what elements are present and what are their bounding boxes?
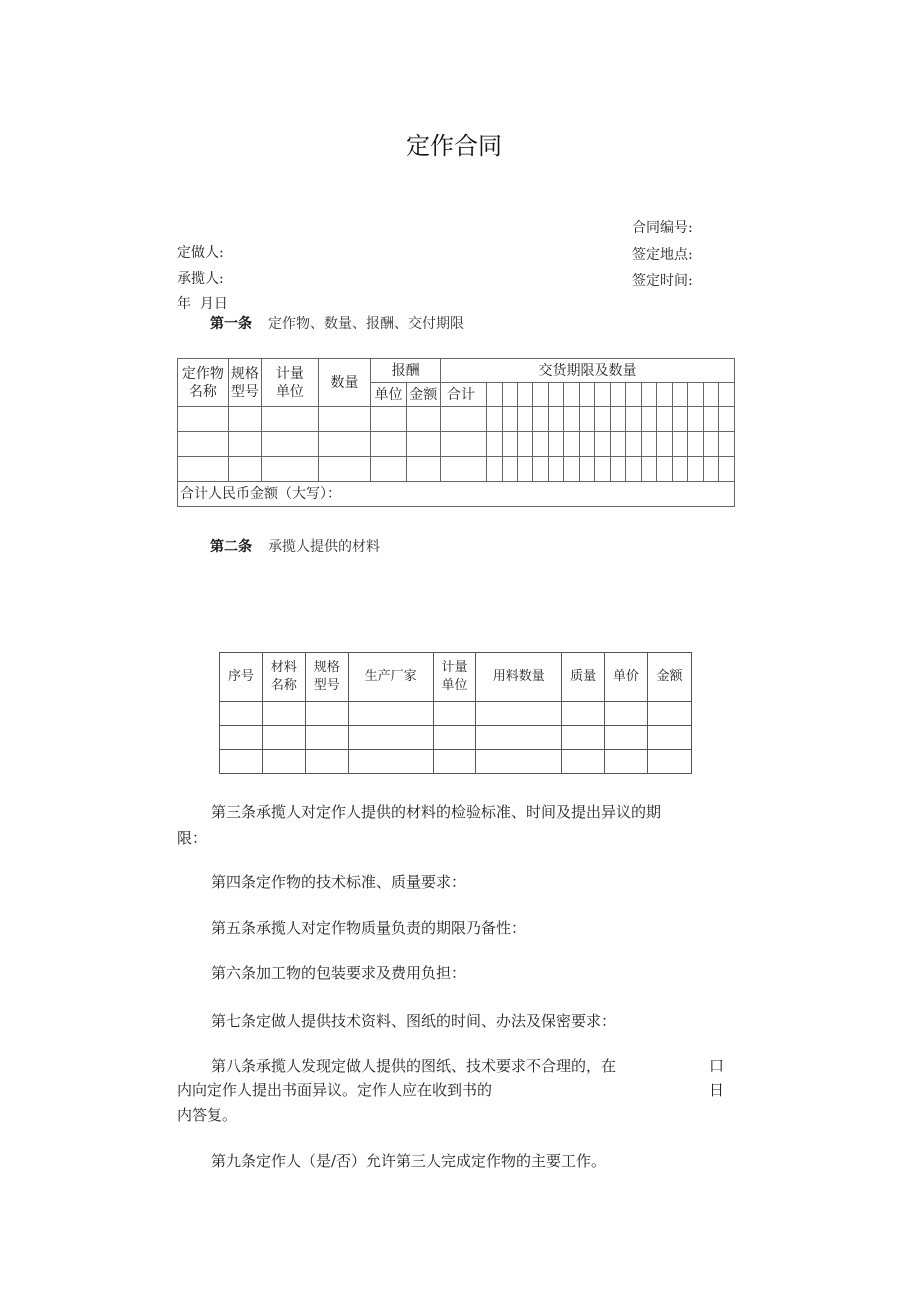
article-2-heading bbox=[210, 536, 380, 556]
delivery-slot bbox=[672, 383, 687, 407]
header-pay-amount: 金额 bbox=[406, 383, 440, 407]
delivery-slot bbox=[719, 383, 735, 407]
header-pay: 报酬 bbox=[371, 359, 441, 383]
header-qty: 数量 bbox=[318, 359, 371, 407]
header-delivery-total: 合计 bbox=[440, 383, 486, 407]
table-row bbox=[178, 432, 735, 457]
article-1-heading bbox=[210, 313, 464, 333]
delivery-slot bbox=[579, 383, 594, 407]
article-5: 第五条承揽人对定作物质量负责的期限乃备性： bbox=[211, 919, 527, 937]
table-row bbox=[178, 407, 735, 432]
header-pay-unit: 单位 bbox=[371, 383, 406, 407]
article-8-line-2: 内向定作人提出书面异议。定作人应在收到书的 bbox=[177, 1081, 493, 1099]
header-seq: 序号 bbox=[220, 653, 263, 702]
header-spec: 规格 型号 bbox=[305, 653, 348, 702]
page-title: 定作合同 bbox=[406, 132, 502, 160]
header-quality: 质量 bbox=[562, 653, 605, 702]
article-3-line-1: 第三条承揽人对定作人提供的材料的检验标准、时间及提出异议的期 bbox=[211, 803, 662, 821]
article-1-number: 第一条 bbox=[210, 316, 252, 332]
orderer-label: 定做人: bbox=[177, 245, 224, 261]
table-row bbox=[178, 457, 735, 482]
delivery-slot bbox=[518, 383, 533, 407]
article-1-title: 定作物、数量、报酬、交付期限 bbox=[268, 316, 464, 332]
article-3-line-2: 限： bbox=[177, 829, 208, 847]
article-2-table bbox=[219, 652, 692, 774]
article-6: 第六条加工物的包装要求及费用负担： bbox=[211, 964, 467, 982]
table-row bbox=[220, 702, 692, 726]
article-2-number: 第二条 bbox=[210, 539, 252, 555]
header-price: 单价 bbox=[605, 653, 648, 702]
delivery-slot bbox=[610, 383, 625, 407]
delivery-slot bbox=[502, 383, 517, 407]
article-9: 第九条定作人（是/否）允许第三人完成定作物的主要工作。 bbox=[211, 1152, 607, 1170]
delivery-slot bbox=[595, 383, 610, 407]
delivery-slot bbox=[641, 383, 656, 407]
header-delivery: 交货期限及数量 bbox=[440, 359, 734, 383]
header-material-name: 材料 名称 bbox=[262, 653, 305, 702]
delivery-slot bbox=[564, 383, 579, 407]
article-1-table bbox=[177, 358, 735, 507]
header-amount: 金额 bbox=[648, 653, 692, 702]
date-label: 年 月日 bbox=[177, 296, 228, 312]
total-amount-label: 合计人民币金额（大写）： bbox=[178, 482, 735, 507]
delivery-slot bbox=[548, 383, 563, 407]
header-unit: 计量 单位 bbox=[433, 653, 476, 702]
header-maker: 生产厂家 bbox=[348, 653, 433, 702]
contract-no-label: 合同编号: bbox=[632, 220, 693, 236]
delivery-slot bbox=[533, 383, 548, 407]
article-2-title: 承揽人提供的材料 bbox=[268, 539, 380, 555]
article-8-mark-2: 日 bbox=[709, 1081, 725, 1099]
contractor-label: 承揽人: bbox=[177, 271, 224, 287]
delivery-slot bbox=[657, 383, 672, 407]
delivery-slot bbox=[688, 383, 703, 407]
article-8-line-3: 内答复。 bbox=[177, 1106, 238, 1124]
header-spec: 规格 型号 bbox=[228, 359, 261, 407]
article-4: 第四条定作物的技术标准、质量要求： bbox=[211, 873, 467, 891]
article-8-mark-1: 口 bbox=[709, 1057, 725, 1075]
article-7: 第七条定做人提供技术资料、图纸的时间、办法及保密要求： bbox=[211, 1012, 617, 1030]
delivery-slot bbox=[626, 383, 641, 407]
header-name: 定作物 名称 bbox=[178, 359, 229, 407]
header-usage: 用料数量 bbox=[476, 653, 562, 702]
sign-place-label: 签定地点: bbox=[632, 247, 693, 263]
table-row bbox=[220, 750, 692, 774]
article-8-line-1: 第八条承揽人发现定做人提供的图纸、技术要求不合理的，在 bbox=[211, 1057, 617, 1075]
table-row bbox=[220, 726, 692, 750]
sign-time-label: 签定时间: bbox=[632, 273, 693, 289]
header-unit: 计量 单位 bbox=[262, 359, 319, 407]
delivery-slot bbox=[487, 383, 502, 407]
delivery-slot bbox=[703, 383, 718, 407]
